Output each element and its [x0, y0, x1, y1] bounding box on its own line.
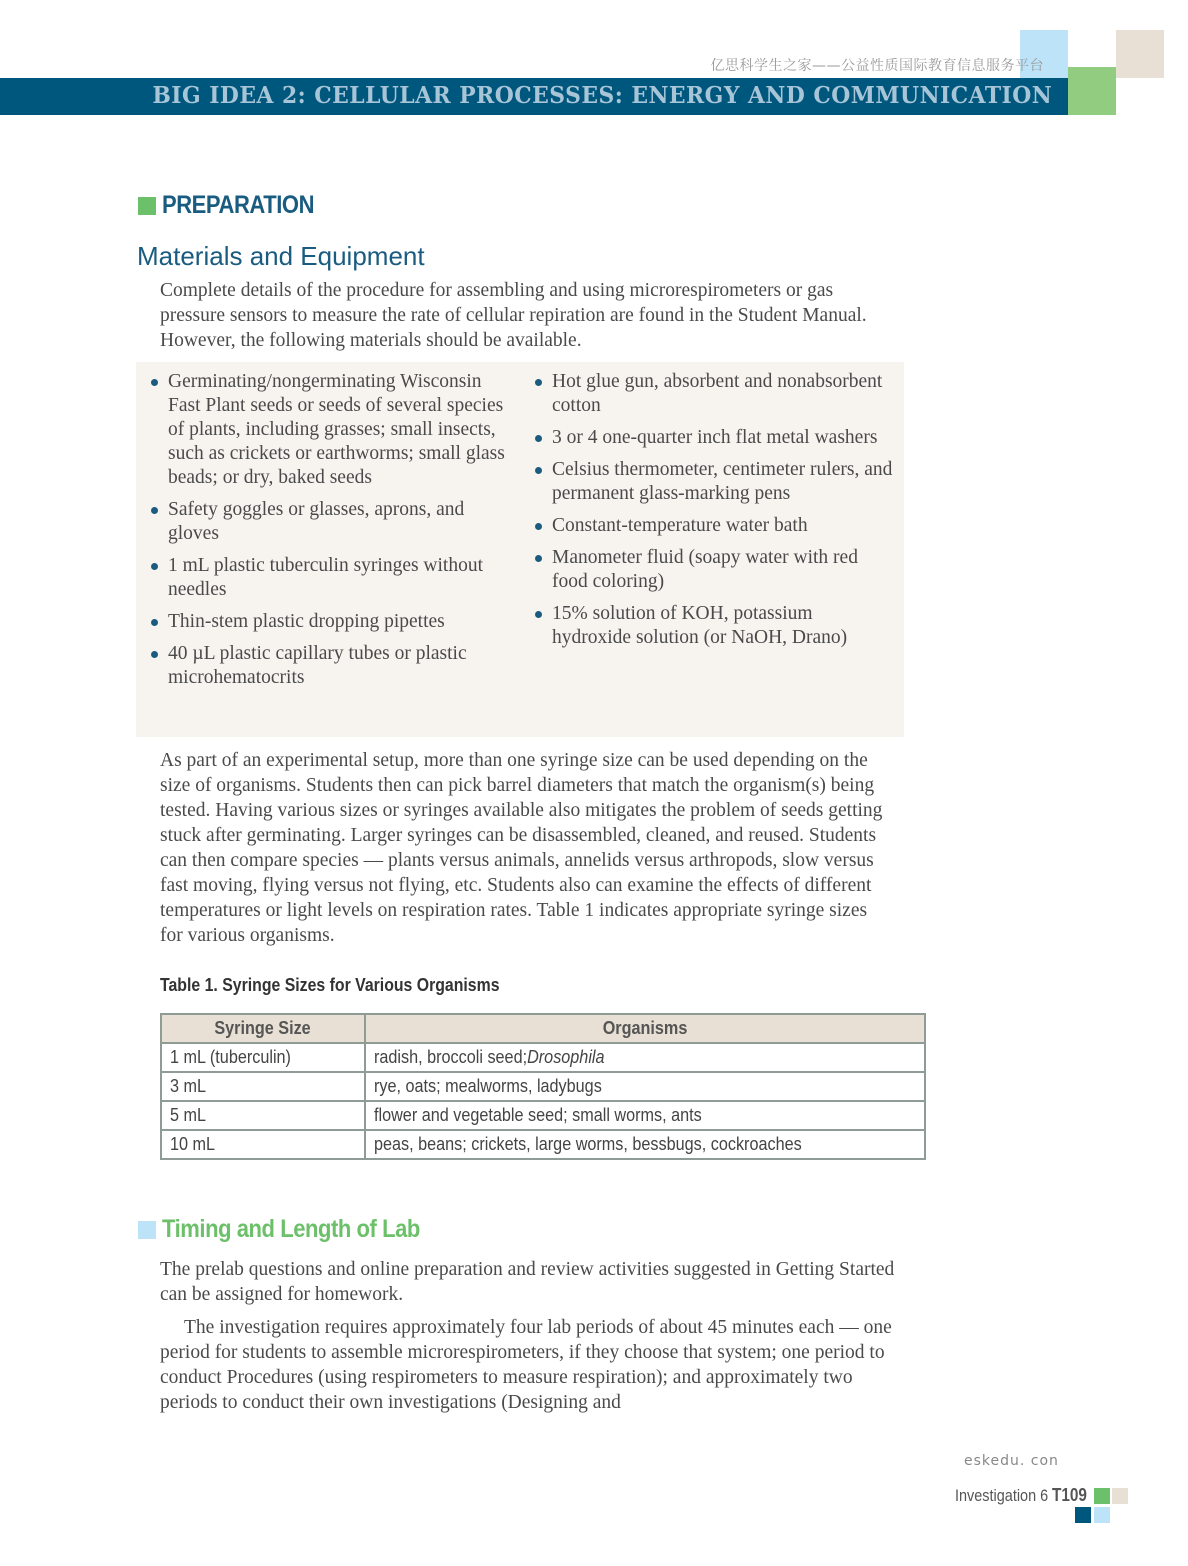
syringe-explanation [160, 748, 890, 948]
list-item-text: Thin-stem plastic dropping pipettes [168, 611, 445, 632]
list-item [530, 370, 895, 418]
list-item-text: Celsius thermometer, centimeter rulers, and permanent glass-marking pens [552, 459, 893, 504]
cell-organisms-text [374, 1047, 605, 1068]
bullet-icon [535, 467, 542, 474]
syringe-table [160, 1013, 926, 1160]
preparation-heading-text: PREPARATION [162, 191, 315, 219]
cell-organisms [365, 1101, 925, 1130]
cell-size-text: 1 mL (tuberculin) [170, 1047, 291, 1067]
list-item [146, 610, 511, 634]
cell-organisms-text: peas, beans; crickets, large worms, bessbugs, cockroaches [374, 1134, 802, 1154]
list-item [146, 642, 511, 690]
list-item-text: 1 mL plastic tuberculin syringes without needles [168, 555, 484, 600]
cell-organisms-text: flower and vegetable seed; small worms, ants [374, 1105, 702, 1125]
table-header-cell [161, 1014, 365, 1043]
footer-url: eskedu. con [964, 1453, 1059, 1469]
cell-size [161, 1101, 365, 1130]
cell-size [161, 1043, 365, 1072]
materials-intro [160, 278, 890, 353]
syringe-explanation-text: As part of an experimental setup, more than one syringe size can be used depending on the size of organisms. Students then can pick barrel diameters that match the organism(s) being tested. Having various sizes or syringes available also mitigates the problem of seeds getting stuck after germinating. Larger syringes can be disassembled, cleaned, and reused. Students can then compare species — plants versus animals, annelids versus arthropods, slow versus fast moving, flying versus not flying, etc. Students also can examine the effects of different temperatures or light levels on respiration rates. Table 1 indicates appropriate syringe sizes for various organisms. [160, 750, 883, 946]
cell-organisms [365, 1130, 925, 1159]
cell-organisms [365, 1043, 925, 1072]
table-row [161, 1101, 925, 1130]
cell-size-text: 10 mL [170, 1134, 216, 1154]
table-header-cell [365, 1014, 925, 1043]
list-item-text: Manometer fluid (soapy water with red food coloring) [552, 547, 858, 592]
bullet-icon [151, 651, 158, 658]
bullet-icon [151, 619, 158, 626]
list-item-text: Constant-temperature water bath [552, 515, 808, 536]
table-row [161, 1130, 925, 1159]
timing-heading [138, 1215, 455, 1244]
list-item [146, 498, 511, 546]
table-row [161, 1043, 925, 1072]
header-title: BIG IDEA 2: CELLULAR PROCESSES: ENERGY AND COMMUNICATION [152, 82, 1052, 109]
decor-square-beige [1116, 30, 1164, 78]
table-header-row [161, 1014, 925, 1043]
table-title: Table 1. Syringe Sizes for Various Organisms [160, 975, 500, 995]
bullet-icon [535, 523, 542, 530]
timing-paragraph-1: The prelab questions and online preparation and review activities suggested in Getting Started can be assigned for homework. [160, 1259, 895, 1305]
materials-subheading: Materials and Equipment [137, 241, 425, 271]
timing-heading-text: Timing and Length of Lab [162, 1215, 420, 1243]
preparation-heading [138, 191, 335, 220]
footer-investigation-label: Investigation 6 [955, 1486, 1049, 1505]
materials-intro-text: Complete details of the procedure for assembling and using microrespirometers or gas pressure sensors to measure the rate of cellular repiration are found in the Student Manual. However, the following materials should be available. [160, 280, 867, 351]
cell-organisms [365, 1072, 925, 1101]
cell-size [161, 1130, 365, 1159]
cell-size-text: 3 mL [170, 1076, 207, 1096]
cell-size [161, 1072, 365, 1101]
bullet-icon [535, 435, 542, 442]
section-marker-icon [138, 197, 156, 215]
list-item [530, 514, 895, 538]
list-item-text: 15% solution of KOH, potassium hydroxide solution (or NaOH, Drano) [552, 603, 848, 648]
list-item-text: Hot glue gun, absorbent and nonabsorbent cotton [552, 371, 883, 416]
list-item [530, 458, 895, 506]
list-item [530, 426, 895, 450]
bullet-icon [535, 555, 542, 562]
cell-organisms-text: rye, oats; mealworms, ladybugs [374, 1076, 602, 1096]
list-item-text: 40 µL plastic capillary tubes or plastic microhematocrits [168, 643, 467, 688]
table-row [161, 1072, 925, 1101]
watermark-text: 亿思科学生之家——公益性质国际教育信息服务平台 [710, 58, 1044, 74]
bullet-icon [535, 611, 542, 618]
section-marker-icon [138, 1221, 156, 1239]
cell-size-text: 5 mL [170, 1105, 207, 1125]
organisms-italic: Drosophila [527, 1047, 605, 1067]
list-item-text: 3 or 4 one-quarter inch flat metal washers [552, 427, 878, 448]
list-item [146, 370, 511, 490]
timing-body [160, 1257, 895, 1415]
timing-paragraph-2: The investigation requires approximately four lab periods of about 45 minutes each — one period for students to assemble microrespirometers, if they choose that system; one period to conduct Procedures (using respirometers to measure respiration); and approximately two periods to conduct their own investigations (Designing and [160, 1317, 892, 1413]
footer-square-beige [1112, 1488, 1128, 1504]
header-syringe-size: Syringe Size [214, 1018, 312, 1038]
bullet-icon [535, 379, 542, 386]
header-organisms: Organisms [602, 1018, 688, 1038]
materials-right-column [530, 370, 895, 658]
list-item [530, 602, 895, 650]
organisms-plain: radish, broccoli seed; [374, 1047, 528, 1067]
list-item-text: Germinating/nongerminating Wisconsin Fast Plant seeds or seeds of several species of plants, including grasses; small insects, such as crickets or earthworms; small glass beads; or dry, baked seeds [168, 371, 505, 488]
decor-square-green [1068, 67, 1116, 115]
list-item [146, 554, 511, 602]
footer-square-green [1094, 1488, 1110, 1504]
footer-square-lightblue [1094, 1507, 1110, 1523]
page-number: T109 [1052, 1485, 1087, 1505]
footer-square-blue [1075, 1507, 1091, 1523]
bullet-icon [151, 507, 158, 514]
list-item [530, 546, 895, 594]
header-band [0, 78, 1068, 115]
list-item-text: Safety goggles or glasses, aprons, and gloves [168, 499, 465, 544]
materials-box [136, 362, 904, 737]
bullet-icon [151, 379, 158, 386]
bullet-icon [151, 563, 158, 570]
materials-left-column [146, 370, 511, 698]
